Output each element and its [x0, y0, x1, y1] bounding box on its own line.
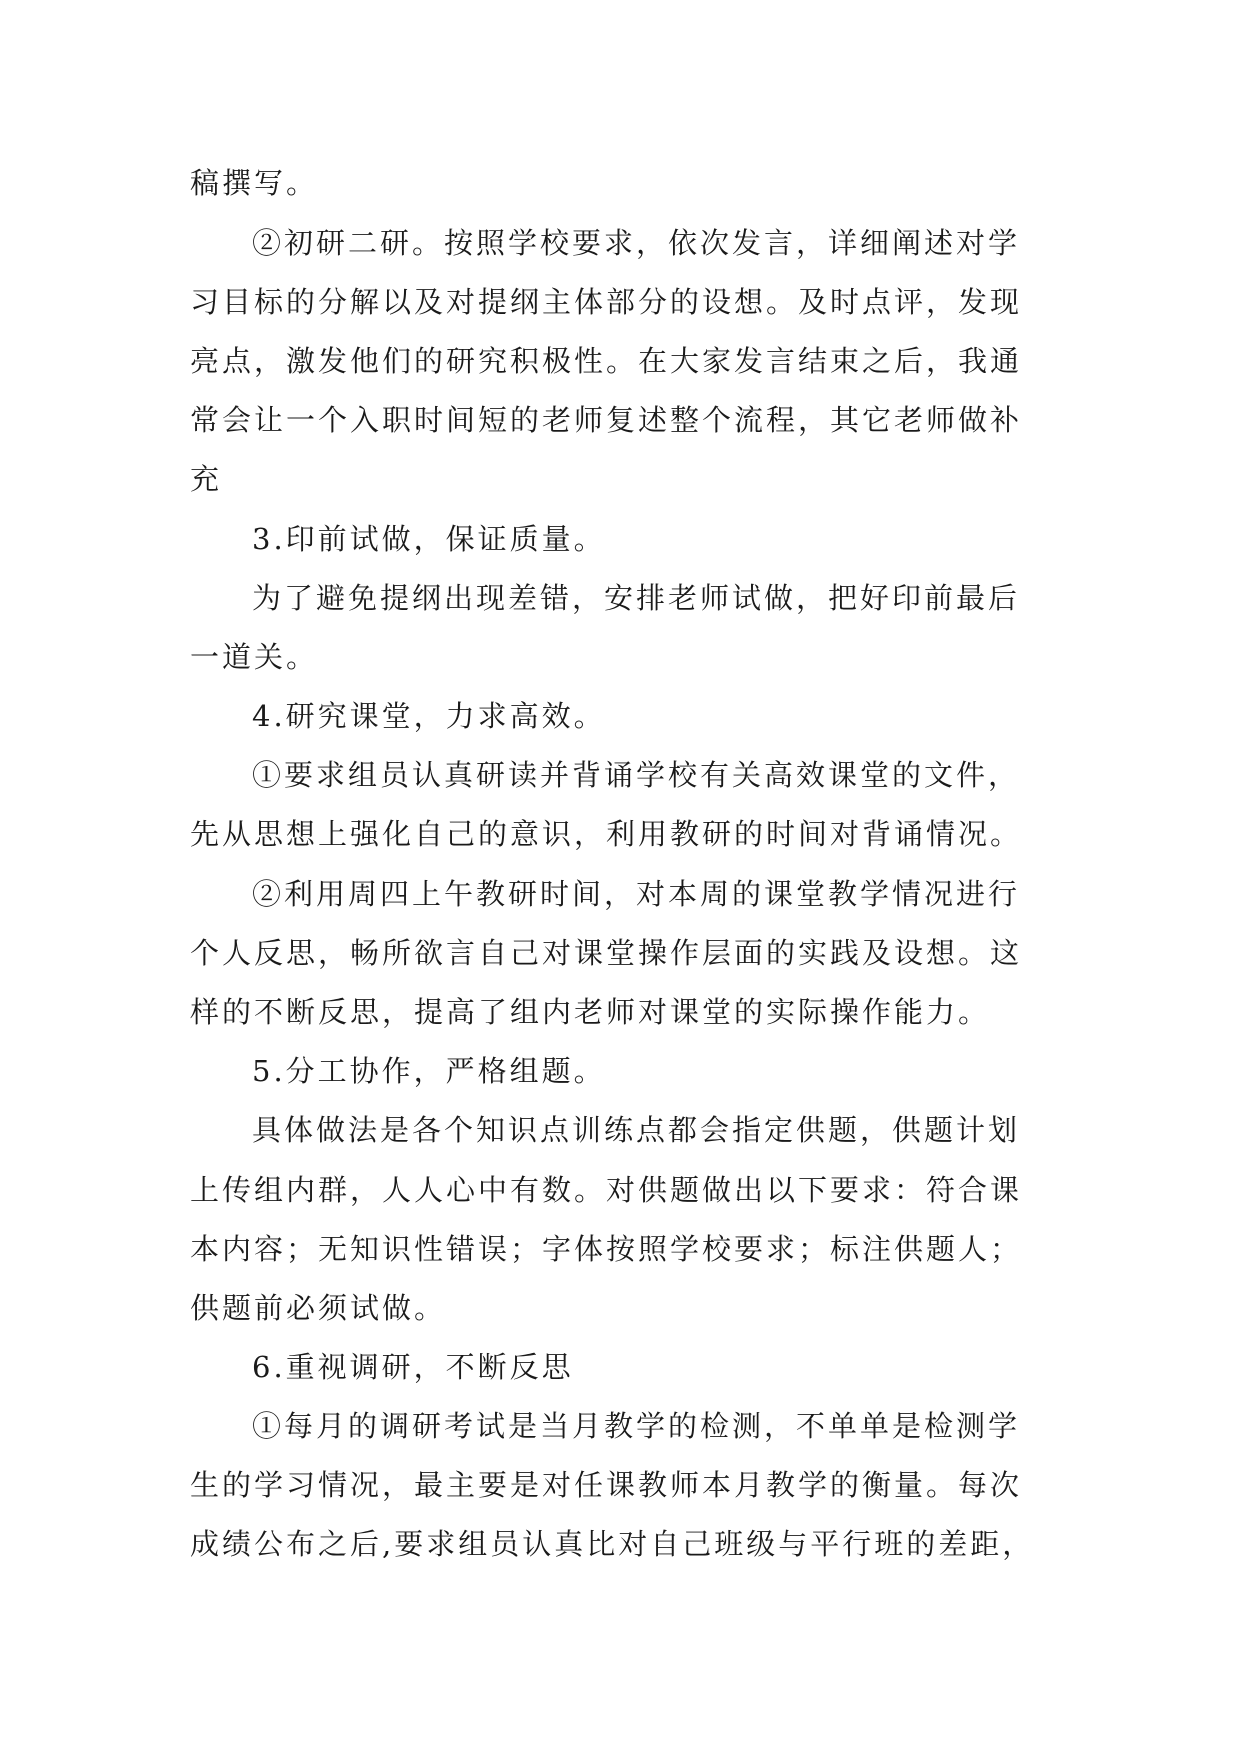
- line-text: 先从思想上强化自己的意识，利用教研的时间对背诵情况。: [190, 817, 1023, 851]
- line-text: 6.重视调研，不断反思: [252, 1350, 574, 1384]
- line-text: 上传组内群，人人心中有数。对供题做出以下要求：符合课: [190, 1173, 1023, 1207]
- text-line: [0, 1220, 1241, 1278]
- text-line: [0, 924, 1241, 982]
- line-text: 个人反思，畅所欲言自己对课堂操作层面的实践及设想。这: [190, 936, 1023, 970]
- text-line: [0, 391, 1241, 449]
- line-text: ①每月的调研考试是当月教学的检测，不单单是检测学: [252, 1409, 1021, 1443]
- line-text: ①要求组员认真研读并背诵学校有关高效课堂的文件，: [252, 758, 1021, 792]
- text-line: [0, 1042, 1241, 1100]
- text-line: [0, 1515, 1241, 1573]
- text-line: [0, 450, 1241, 508]
- line-text: 稿撰写。: [190, 166, 319, 200]
- line-text: 3.印前试做，保证质量。: [252, 522, 606, 556]
- text-line: [0, 805, 1241, 863]
- line-text: 生的学习情况，最主要是对任课教师本月教学的衡量。每次: [190, 1468, 1023, 1502]
- line-text: ②初研二研。按照学校要求，依次发言，详细阐述对学: [252, 226, 1021, 260]
- text-line: [0, 273, 1241, 331]
- line-text: 5.分工协作，严格组题。: [252, 1054, 606, 1088]
- line-text: 为了避免提纲出现差错，安排老师试做，把好印前最后: [252, 581, 1021, 615]
- text-line: [0, 687, 1241, 745]
- text-line: [0, 569, 1241, 627]
- text-line: [0, 1397, 1241, 1455]
- line-text: 常会让一个入职时间短的老师复述整个流程，其它老师做补: [190, 403, 1023, 437]
- text-line: [0, 983, 1241, 1041]
- text-line: [0, 865, 1241, 923]
- line-text: 4.研究课堂，力求高效。: [252, 699, 606, 733]
- text-line: [0, 214, 1241, 272]
- line-text: 本内容；无知识性错误；字体按照学校要求；标注供题人；: [190, 1232, 1023, 1266]
- line-text: 充: [190, 462, 223, 496]
- line-text: 习目标的分解以及对提纲主体部分的设想。及时点评，发现: [190, 285, 1023, 319]
- text-line: [0, 746, 1241, 804]
- text-line: [0, 628, 1241, 686]
- text-line: [0, 332, 1241, 390]
- text-line: [0, 1338, 1241, 1396]
- text-line: [0, 154, 1241, 212]
- text-line: [0, 1161, 1241, 1219]
- text-line: [0, 1456, 1241, 1514]
- text-line: [0, 1101, 1241, 1159]
- text-line: [0, 510, 1241, 568]
- line-text: 样的不断反思，提高了组内老师对课堂的实际操作能力。: [190, 995, 991, 1029]
- line-text: 一道关。: [190, 640, 319, 674]
- line-text: 具体做法是各个知识点训练点都会指定供题，供题计划: [252, 1113, 1021, 1147]
- line-text: 成绩公布之后,要求组员认真比对自己班级与平行班的差距，: [190, 1527, 1035, 1561]
- line-text: 亮点，激发他们的研究积极性。在大家发言结束之后，我通: [190, 344, 1023, 378]
- line-text: 供题前必须试做。: [190, 1291, 447, 1325]
- text-line: [0, 1279, 1241, 1337]
- line-text: ②利用周四上午教研时间，对本周的课堂教学情况进行: [252, 877, 1021, 911]
